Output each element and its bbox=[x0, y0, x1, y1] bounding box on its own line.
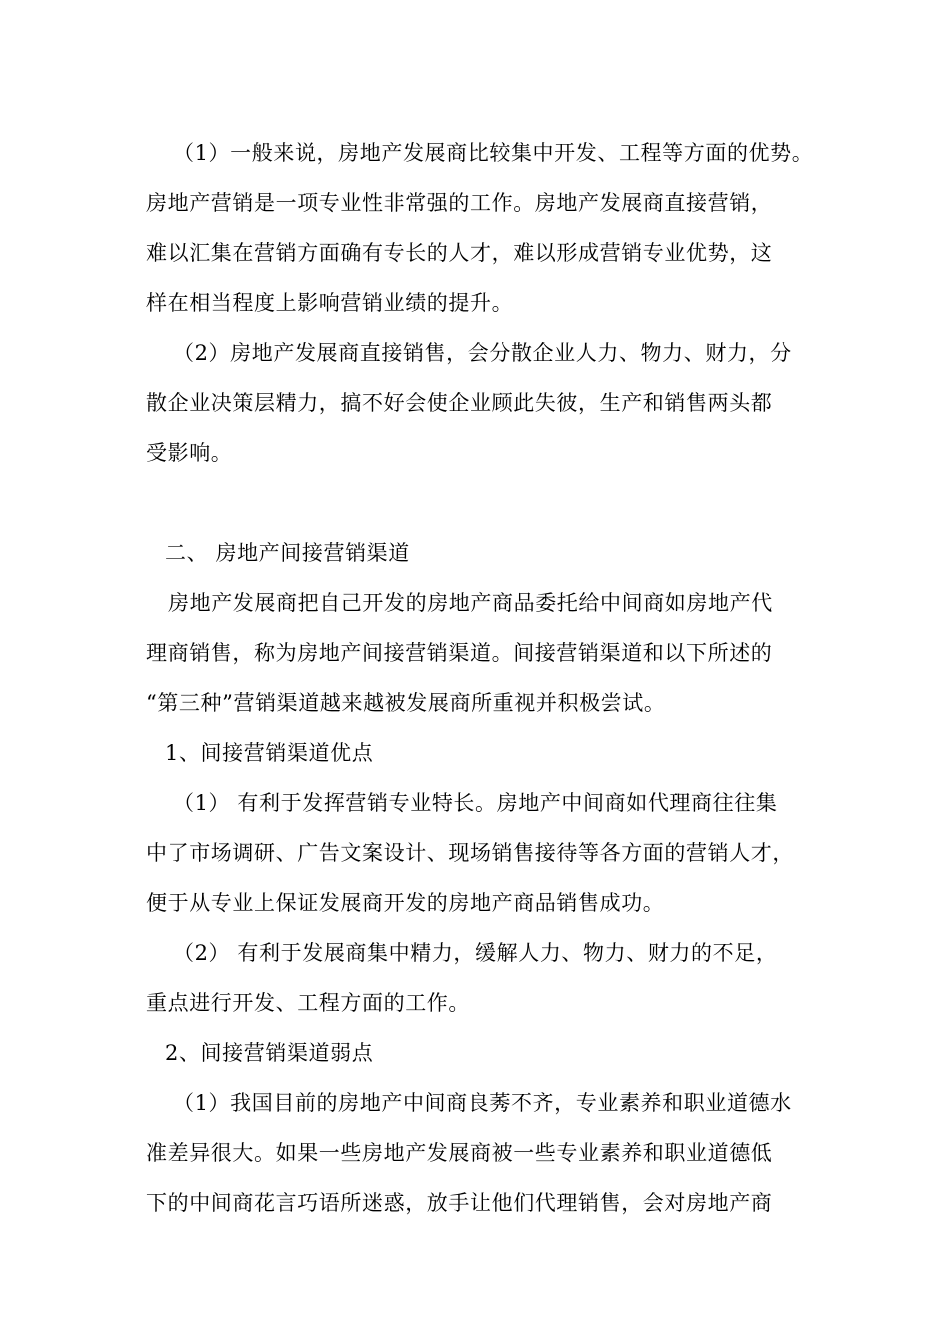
paragraph-line: 受影响。 bbox=[146, 441, 233, 465]
paragraph-line: 准差异很大。如果一些房地产发展商被一些专业素养和职业道德低 bbox=[146, 1141, 773, 1165]
section-heading: 二、 房地产间接营销渠道 bbox=[165, 541, 410, 565]
paragraph-line: （1）一般来说，房地产发展商比较集中开发、工程等方面的优势。 bbox=[173, 141, 814, 165]
paragraph-line: （2）房地产发展商直接销售，会分散企业人力、物力、财力，分 bbox=[173, 341, 792, 365]
paragraph-line: 便于从专业上保证发展商开发的房地产商品销售成功。 bbox=[146, 891, 665, 915]
paragraph-line: 中了市场调研、广告文案设计、现场销售接待等各方面的营销人才， bbox=[146, 841, 794, 865]
subsection-heading: 2、间接营销渠道弱点 bbox=[165, 1041, 374, 1065]
paragraph-line: 重点进行开发、工程方面的工作。 bbox=[146, 991, 470, 1015]
paragraph-line: 散企业决策层精力，搞不好会使企业顾此失彼，生产和销售两头都 bbox=[146, 391, 773, 415]
subsection-heading: 1、间接营销渠道优点 bbox=[165, 741, 374, 765]
paragraph-line: （2） 有利于发展商集中精力，缓解人力、物力、财力的不足， bbox=[173, 941, 778, 965]
paragraph-line: （1）我国目前的房地产中间商良莠不齐，专业素养和职业道德水 bbox=[173, 1091, 792, 1115]
paragraph-line: 难以汇集在营销方面确有专长的人才，难以形成营销专业优势，这 bbox=[146, 241, 773, 265]
paragraph-line: 下的中间商花言巧语所迷惑，放手让他们代理销售，会对房地产商 bbox=[146, 1191, 773, 1215]
paragraph-line: 样在相当程度上影响营销业绩的提升。 bbox=[146, 291, 514, 315]
paragraph-line: 理商销售，称为房地产间接营销渠道。间接营销渠道和以下所述的 bbox=[146, 641, 773, 665]
paragraph-line: “第三种”营销渠道越来越被发展商所重视并积极尝试。 bbox=[146, 691, 666, 715]
paragraph-line: 房地产发展商把自己开发的房地产商品委托给中间商如房地产代 bbox=[168, 591, 773, 615]
paragraph-line: 房地产营销是一项专业性非常强的工作。房地产发展商直接营销， bbox=[146, 191, 773, 215]
paragraph-line: （1） 有利于发挥营销专业特长。房地产中间商如代理商往往集 bbox=[173, 791, 778, 815]
